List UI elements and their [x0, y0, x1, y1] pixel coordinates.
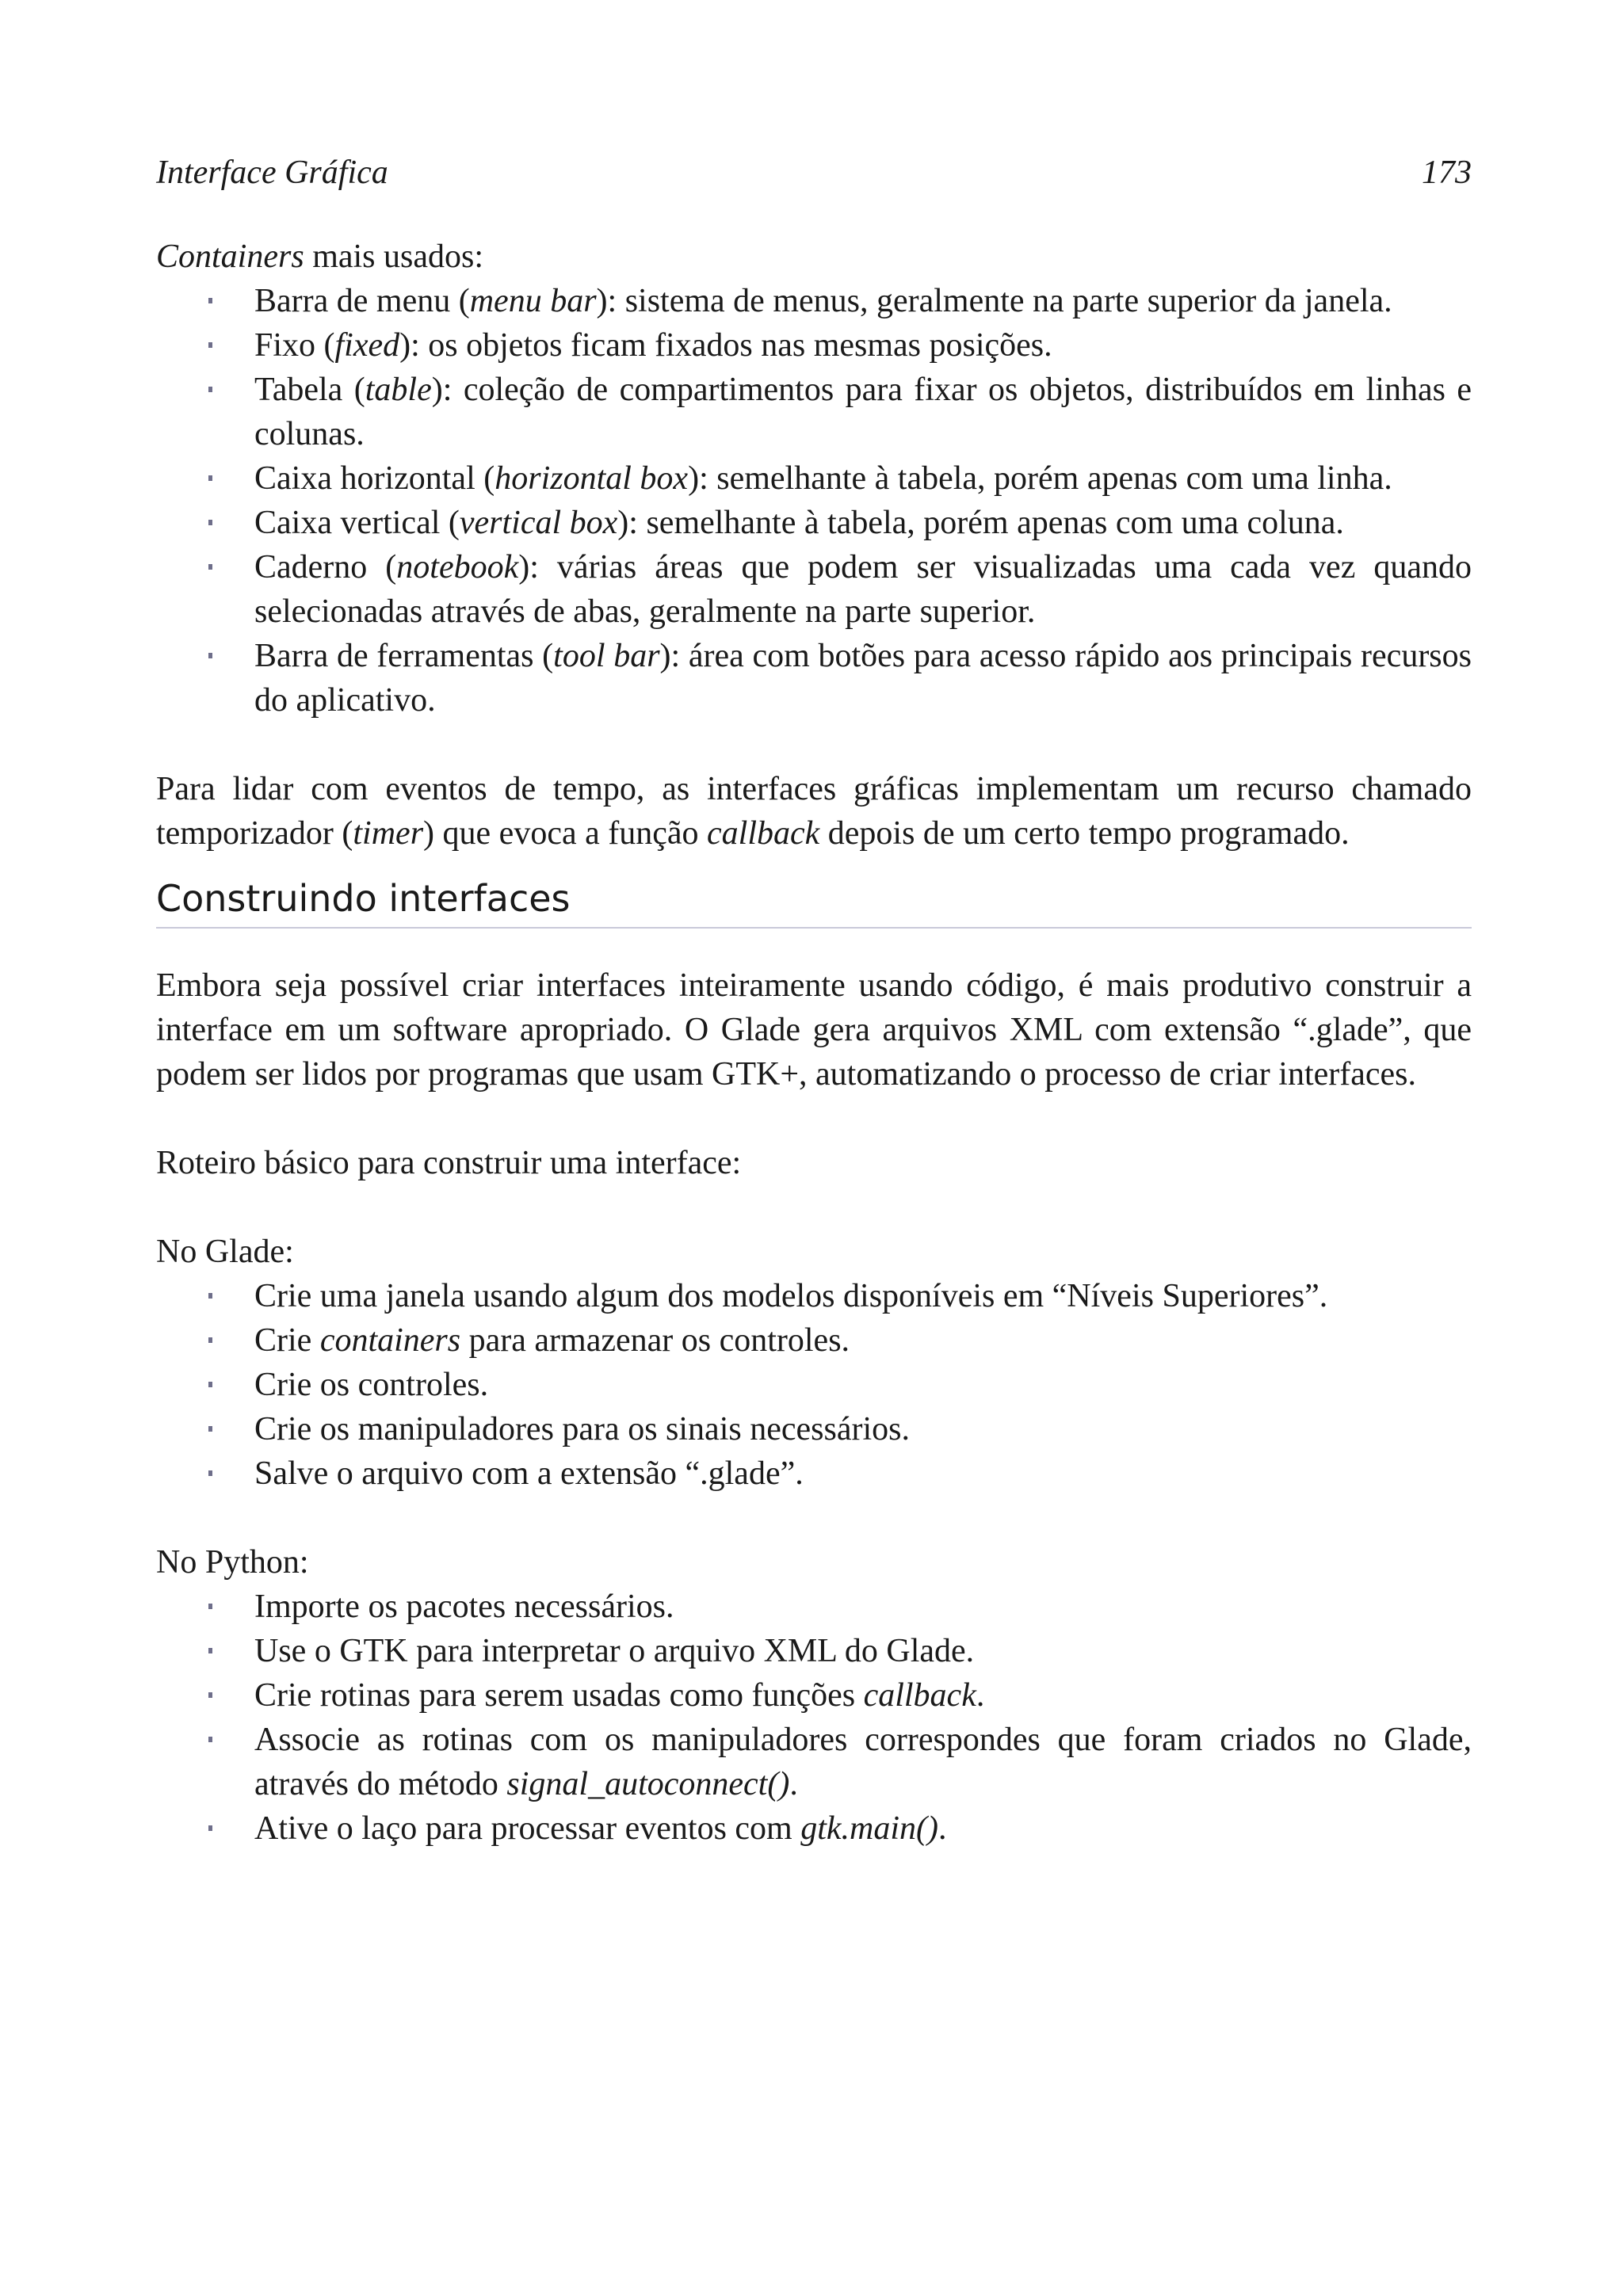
page-content — [156, 151, 1472, 1851]
list-item — [156, 1363, 1472, 1407]
bullet-icon — [208, 1337, 212, 1343]
bullet-icon — [208, 1692, 212, 1698]
list-item — [156, 545, 1472, 634]
list-item — [156, 1451, 1472, 1496]
item-text: ): semelhante à tabela, porém apenas com uma coluna. — [617, 505, 1344, 541]
item-text: ): os objetos ficam fixados nas mesmas posições. — [399, 327, 1052, 364]
item-text: Fixo ( — [254, 327, 335, 364]
bullet-icon — [208, 1648, 212, 1653]
list-item — [156, 1718, 1472, 1806]
item-term: gtk.main() — [800, 1810, 939, 1847]
list-item — [156, 1673, 1472, 1718]
list-item — [156, 1407, 1472, 1451]
bullet-icon — [208, 1382, 212, 1387]
item-text: Caixa horizontal ( — [254, 460, 495, 497]
list-item — [156, 368, 1472, 456]
item-text: ): sistema de menus, geralmente na parte superior da janela. — [596, 283, 1392, 319]
containers-intro-text: mais usados: — [304, 238, 484, 275]
list-item — [156, 1806, 1472, 1851]
item-text: ): semelhante à tabela, porém apenas com uma linha. — [688, 460, 1392, 497]
glade-paragraph: Embora seja possível criar interfaces inteiramente usando código, é mais produtivo construir a interface em um software apropriado. O Glade gera arquivos XML com extensão “.glade”, que podem ser lidos por programas que usam GTK+, automatizando o processo de criar interfaces. — [156, 967, 1472, 1093]
bullet-icon — [208, 298, 212, 303]
list-item — [156, 1274, 1472, 1318]
item-term: fixed — [334, 327, 400, 364]
list-item — [156, 1629, 1472, 1673]
paragraph-text: ) que evoca a função — [423, 815, 708, 852]
item-term: table — [365, 372, 432, 408]
item-text: Crie os manipuladores para os sinais necessários. — [254, 1411, 910, 1447]
item-term: tool bar — [553, 638, 660, 674]
section-title: Interface Gráfica — [156, 154, 388, 191]
no-python-list — [156, 1585, 1472, 1851]
spacer — [156, 723, 1472, 767]
item-text: Crie os controles. — [254, 1367, 489, 1403]
item-text: ): várias áreas que podem ser visualizadas uma cada vez quando selecionadas através de abas, geralmente na parte superior. — [254, 549, 1472, 630]
item-term: vertical box — [459, 505, 618, 541]
item-term: notebook — [396, 549, 519, 585]
item-text: Crie rotinas para serem usadas como funções — [254, 1677, 864, 1714]
list-item — [156, 634, 1472, 723]
bullet-icon — [208, 1470, 212, 1476]
item-text: Salve o arquivo com a extensão “.glade”. — [254, 1455, 804, 1492]
paragraph-term: callback — [707, 815, 820, 852]
item-text: ): área com botões para acesso rápido aos principais recursos do aplicativo. — [254, 638, 1472, 719]
item-text: Crie — [254, 1322, 320, 1359]
bullet-icon — [208, 520, 212, 525]
paragraph-text: depois de um certo tempo programado. — [819, 815, 1350, 852]
running-header — [156, 151, 1472, 195]
no-python-label: No Python: — [156, 1544, 309, 1581]
list-item — [156, 501, 1472, 545]
bullet-icon — [208, 1737, 212, 1742]
item-text: Use o GTK para interpretar o arquivo XML do Glade. — [254, 1633, 975, 1669]
list-item — [156, 279, 1472, 323]
bullet-icon — [208, 387, 212, 392]
item-text: Caixa vertical ( — [254, 505, 460, 541]
bullet-icon — [208, 475, 212, 481]
item-text: Barra de ferramentas ( — [254, 638, 554, 674]
item-text: . — [789, 1766, 798, 1802]
item-term: containers — [319, 1322, 461, 1359]
item-term: signal_autoconnect() — [506, 1766, 790, 1802]
item-text: Barra de menu ( — [254, 283, 470, 319]
item-text: . — [938, 1810, 947, 1847]
paragraph-text: Para lidar com eventos de tempo, as interfaces gráficas implementam um recurso chamado temporizador ( — [156, 771, 1472, 852]
item-text: para armazenar os controles. — [460, 1322, 850, 1359]
list-item — [156, 323, 1472, 368]
item-text: ): coleção de compartimentos para fixar os objetos, distribuídos em linhas e colunas. — [254, 372, 1472, 452]
containers-list — [156, 279, 1472, 723]
item-text: Crie uma janela usando algum dos modelos disponíveis em “Níveis Superiores”. — [254, 1278, 1328, 1314]
bullet-icon — [208, 342, 212, 348]
item-term: menu bar — [469, 283, 597, 319]
item-text: Importe os pacotes necessários. — [254, 1589, 674, 1625]
roteiro-paragraph: Roteiro básico para construir uma interface: — [156, 1145, 742, 1181]
bullet-icon — [208, 653, 212, 658]
bullet-icon — [208, 1604, 212, 1609]
bullet-icon — [208, 564, 212, 570]
containers-intro — [156, 235, 1472, 279]
item-term: horizontal box — [495, 460, 689, 497]
item-term: callback — [863, 1677, 976, 1714]
spacer — [156, 1496, 1472, 1540]
item-text: Ative o laço para processar eventos com — [254, 1810, 801, 1847]
item-text: Tabela ( — [254, 372, 365, 408]
no-glade-label: No Glade: — [156, 1234, 294, 1270]
list-item — [156, 1318, 1472, 1363]
spacer — [156, 1097, 1472, 1141]
bullet-icon — [208, 1426, 212, 1432]
section-heading: Construindo interfaces — [156, 875, 1472, 929]
list-item — [156, 1585, 1472, 1629]
spacer — [156, 1185, 1472, 1230]
list-item — [156, 456, 1472, 501]
item-text: Caderno ( — [254, 549, 397, 585]
no-glade-list — [156, 1274, 1472, 1496]
timer-paragraph — [156, 767, 1472, 856]
page-number: 173 — [1422, 154, 1472, 191]
bullet-icon — [208, 1293, 212, 1299]
item-text: Associe as rotinas com os manipuladores correspondes que foram criados no Glade, através do método — [254, 1722, 1472, 1802]
paragraph-term: timer — [353, 815, 424, 852]
bullet-icon — [208, 1825, 212, 1831]
containers-intro-em: Containers — [156, 238, 304, 275]
item-text: . — [976, 1677, 985, 1714]
